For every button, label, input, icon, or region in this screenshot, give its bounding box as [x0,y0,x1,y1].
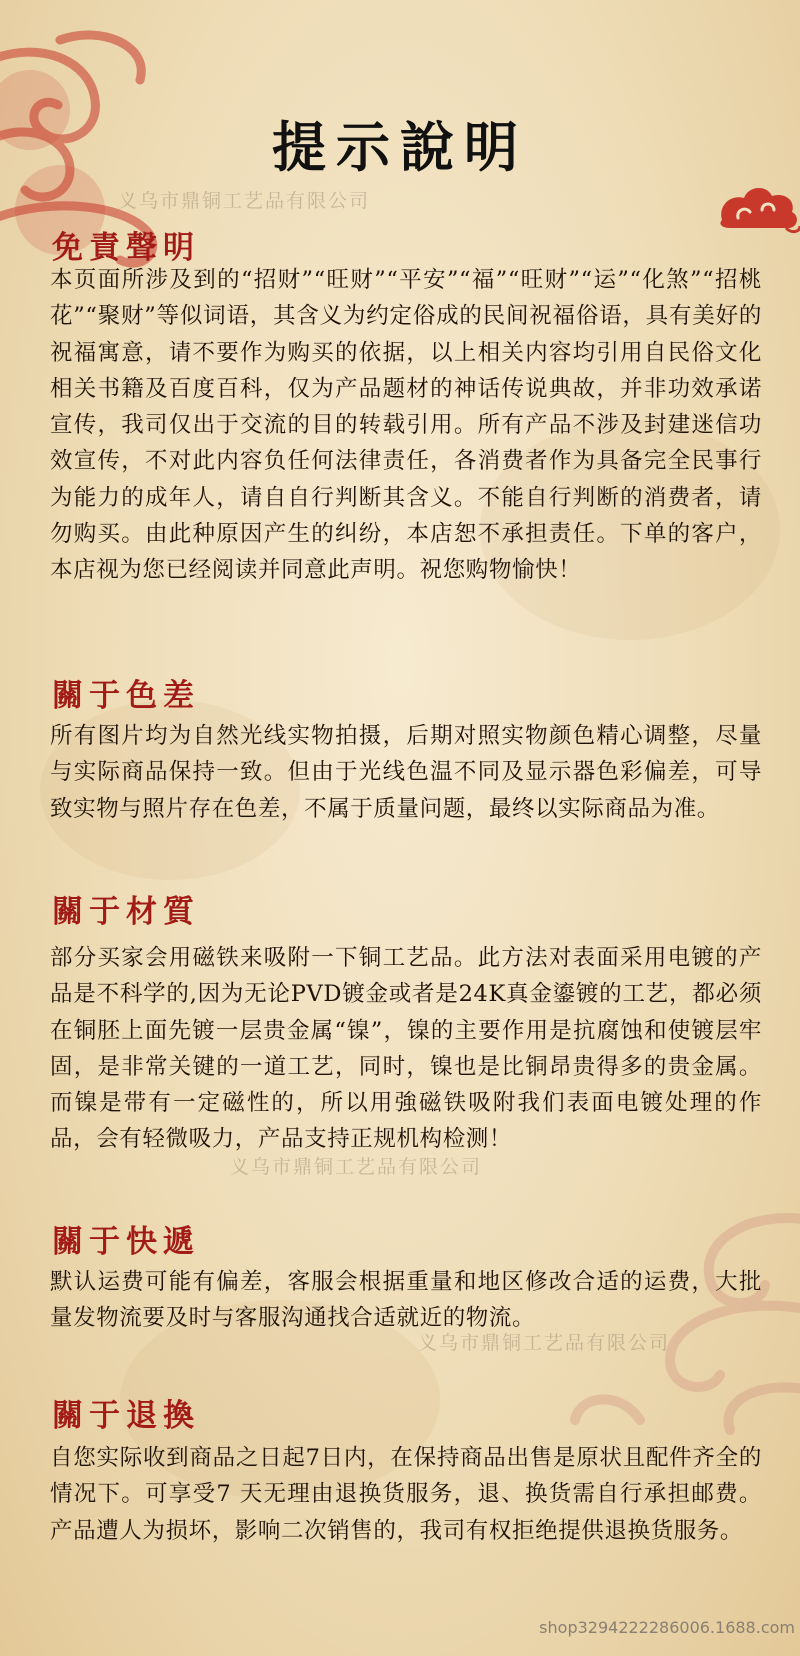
section-body-disclaimer: 本页面所涉及到的“招财”“旺财”“平安”“福”“旺财”“运”“化煞”“招桃花”“聚财”等似词语，其含义为约定俗成的民间祝福俗语，具有美好的祝福寓意，请不要作为购买的依据，以上相关内容均引用自民俗文化相关书籍及百度百科，仅为产品题材的神话传说典故，并非功效承诺宣传，我司仅出于交流的目的转载引用。所有产品不涉及封建迷信功效宣传，不对此内容负任何法律责任，各消费者作为具备完全民事行为能力的成年人，请自自行判断其含义。不能自行判断的消费者，请勿购买。由此种原因产生的纠纷，本店恕不承担责任。下单的客户，本店视为您已经阅读并同意此声明。祝您购物愉快！ [50,267,762,584]
watermark: 义乌市鼎铜工艺品有限公司 [230,1156,483,1178]
footer-shop-url: shop3294222286006.1688.com [539,1618,795,1637]
section-heading-material: 關于材質 [52,894,200,930]
section-heading-color-difference: 關于色差 [52,678,200,714]
section-body-material: 部分买家会用磁铁来吸附一下铜工艺品。此方法对表面采用电镀的产品是不科学的,因为无论PVD镀金或者是24K真金鎏镀的工艺，都必须在铜胚上面先镀一层贵金属“镍”，镍的主要作用是抗腐蚀和使镀层牢固，是非常关键的一道工艺，同时，镍也是比铜昂贵得多的贵金属。而镍是带有一定磁性的，所以用強磁铁吸附我们表面电镀处理的作品，会有轻微吸力，产品支持正规机构检测！ [50,945,762,1153]
cloud-ornament-icon [716,180,800,240]
section-body-returns: 自您实际收到商品之日起7日内，在保持商品出售是原状且配件齐全的情况下。可享受7 天无理由退换货服务，退、换货需自行承担邮费。产品遭人为损坏，影响二次销售的，我司有权拒绝提供退换货服务。 [50,1445,762,1544]
section-body-color-difference: 所有图片均为自然光线实物拍摄，后期对照实物颜色精心调整，尽量与实际商品保持一致。但由于光线色温不同及显示器色彩偏差，可导致实物与照片存在色差，不属于质量问题，最终以实际商品为准。 [50,723,762,822]
page-title: 提示說明 [272,115,528,179]
section-body-shipping: 默认运费可能有偏差，客服会根据重量和地区修改合适的运费，大批量发物流要及时与客服沟通找合适就近的物流。 [50,1269,762,1332]
section-heading-disclaimer: 免責聲明 [52,230,200,266]
section-heading-returns: 關于退換 [52,1398,200,1434]
section-heading-shipping: 關于快遞 [52,1224,200,1260]
watermark: 义乌市鼎铜工艺品有限公司 [418,1332,671,1354]
watermark: 义乌市鼎铜工艺品有限公司 [118,190,371,212]
